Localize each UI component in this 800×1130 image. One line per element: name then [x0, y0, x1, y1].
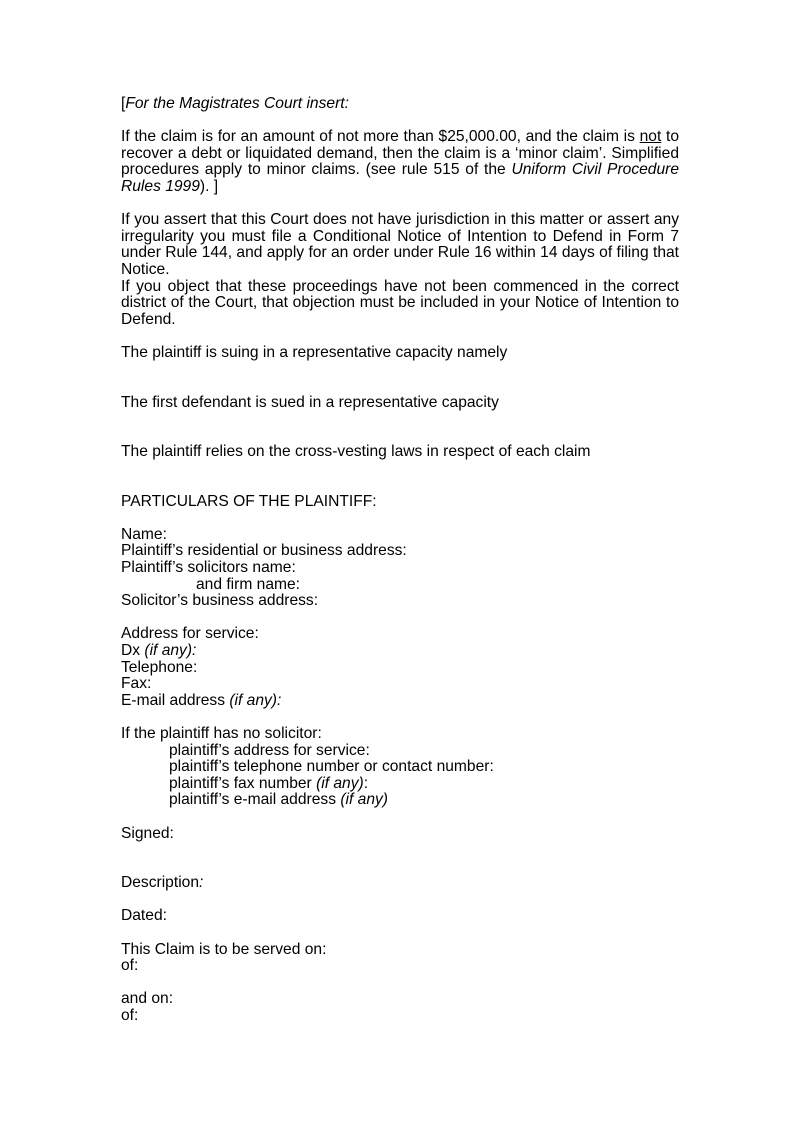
dx-label: Dx (if any):: [121, 642, 197, 660]
no-solicitor-heading: If the plaintiff has no solicitor:: [121, 725, 322, 742]
address-for-service-label: Address for service:: [121, 625, 259, 643]
particulars-heading: PARTICULARS OF THE PLAINTIFF:: [121, 492, 377, 510]
name-field-label: Name:: [121, 525, 167, 543]
cross-vesting-line: The plaintiff relies on the cross-vesting laws in respect of each claim: [121, 443, 591, 461]
plaintiff-representative-line: The plaintiff is suing in a representative capacity namely: [121, 343, 508, 361]
no-solicitor-telephone-label: plaintiff’s telephone number or contact number:: [169, 758, 494, 776]
defendant-representative-line: The first defendant is sued in a representative capacity: [121, 393, 499, 411]
signed-label: Signed:: [121, 824, 174, 842]
description-label: Description:: [121, 874, 204, 892]
magistrates-heading: [For the Magistrates Court insert:: [121, 95, 349, 112]
dated-label: Dated:: [121, 907, 167, 925]
email-label: E-mail address (if any):: [121, 691, 282, 709]
fax-label: Fax:: [121, 675, 152, 693]
and-on-label: and on:: [121, 990, 174, 1008]
jurisdiction-paragraph: If you assert that this Court does not have jurisdiction in this matter or assert any irregularity you must file a Conditional Notice of Intention to Defend in Form 7 under Rule 144, and apply for an order under Rule 16 within 14 days of filing that Notice.: [121, 211, 679, 278]
solicitor-address-label: Solicitor’s business address:: [121, 592, 319, 610]
no-solicitor-address-label: plaintiff’s address for service:: [169, 741, 370, 759]
no-solicitor-fax-label: plaintiff’s fax number (if any):: [169, 774, 369, 792]
telephone-label: Telephone:: [121, 658, 198, 676]
firm-name-label: and firm name:: [196, 575, 301, 593]
served-of-label: of:: [121, 957, 139, 975]
document-page: [121, 96, 679, 1025]
and-on-of-label: of:: [121, 1006, 139, 1024]
wrong-district-paragraph: If you object that these proceedings have not been commenced in the correct district of the Court, that objection must be included in your Notice of Intention to Defend.: [121, 277, 679, 328]
no-solicitor-email-label: plaintiff’s e-mail address (if any): [169, 791, 388, 809]
plaintiff-address-label: Plaintiff’s residential or business address:: [121, 542, 407, 560]
minor-claim-paragraph: If the claim is for an amount of not more than $25,000.00, and the claim is not to recover a debt or liquidated demand, then the claim is a ‘minor claim’. Simplified procedures apply to minor claims. (see rule 515 of the Uniform Civil Procedure Rules 1999). ]: [121, 128, 679, 195]
solicitors-name-label: Plaintiff’s solicitors name:: [121, 559, 296, 577]
served-on-label: This Claim is to be served on:: [121, 940, 327, 958]
